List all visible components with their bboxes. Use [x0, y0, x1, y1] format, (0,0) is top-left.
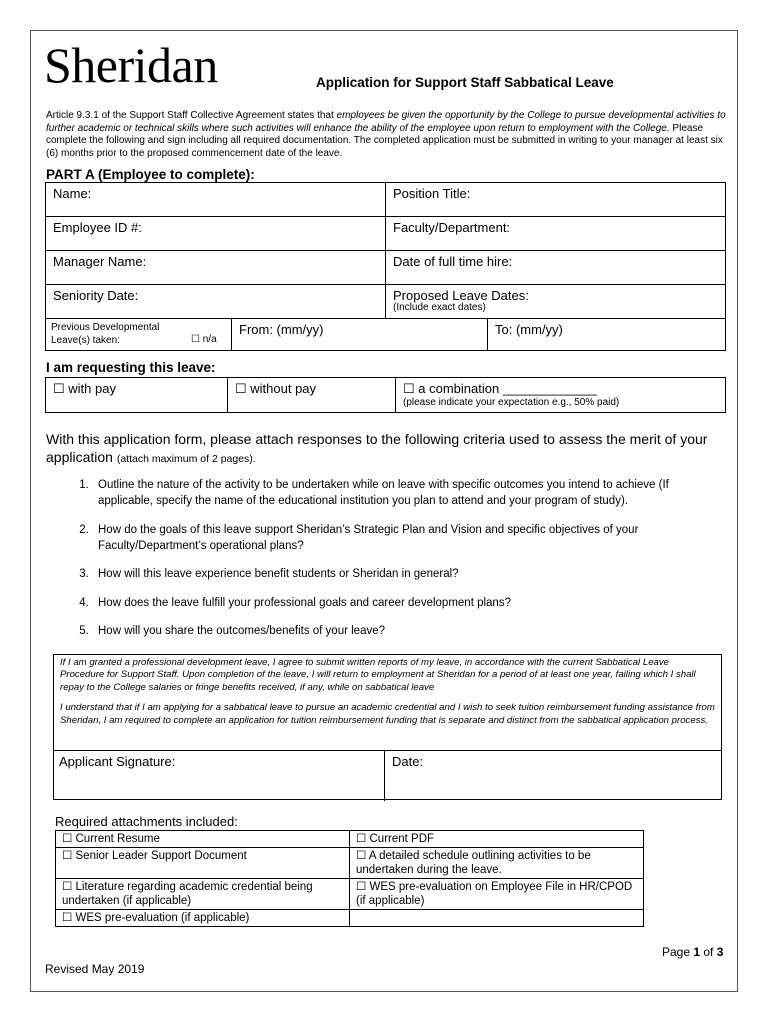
signature-date-field[interactable]: Date: — [392, 754, 424, 769]
employee-id-field[interactable]: Employee ID #: — [46, 217, 386, 251]
attachment-checkbox-literature[interactable]: ☐ Literature regarding academic credential being undertaken (if applicable) — [56, 879, 350, 910]
manager-name-field[interactable]: Manager Name: — [46, 251, 386, 285]
part-a-heading: PART A (Employee to complete): — [46, 167, 255, 182]
attachment-checkbox-schedule[interactable]: ☐ A detailed schedule outlining activities to be undertaken during the leave. — [350, 848, 644, 879]
criteria-item: 5. How will you share the outcomes/benefits of your leave? — [92, 623, 726, 639]
attachments-table — [55, 830, 644, 927]
declaration-paragraph: I understand that if I am applying for a sabbatical leave to pursue an academic credential and I wish to seek tuition reimbursement funding assistance from Sheridan, I am required to complete an application for tuition reimbursement funding that is separate and distinct from the sabbatical application process. — [60, 702, 715, 726]
faculty-department-field[interactable]: Faculty/Department: — [386, 217, 726, 251]
signature-row — [53, 750, 722, 800]
page-title: Application for Support Staff Sabbatical Leave — [316, 75, 614, 90]
sheridan-logo: Sheridan — [44, 37, 218, 93]
attachment-checkbox-senior-leader[interactable]: ☐ Senior Leader Support Document — [56, 848, 350, 879]
criteria-item: 3. How will this leave experience benefit students or Sheridan in general? — [92, 566, 726, 582]
attachment-checkbox-pdf[interactable]: ☐ Current PDF — [350, 831, 644, 848]
revision-date: Revised May 2019 — [45, 962, 145, 976]
leave-type-table — [45, 377, 726, 413]
declaration-paragraph: If I am granted a professional development leave, I agree to submit written reports of my leave, in accordance with the current Sabbatical Leave Procedure for Support Staff. Upon completion of the leave, I will return to employment at Sheridan for a period of at least one year, failing which I shall repay to the College salaries or fringe benefits received, if any, while on sabbatical leave — [60, 657, 696, 693]
attachment-checkbox-resume[interactable]: ☐ Current Resume — [56, 831, 350, 848]
previous-leave-table — [45, 318, 726, 351]
from-date-field[interactable]: From: (mm/yy) — [232, 319, 488, 351]
criteria-item: 2. How do the goals of this leave support Sheridan’s Strategic Plan and Vision and specific objectives of your Faculty/Department’s operational plans? — [92, 522, 726, 554]
seniority-date-field[interactable]: Seniority Date: — [46, 285, 386, 319]
criteria-item: 1. Outline the nature of the activity to be undertaken while on leave with specific outcomes you intend to achieve (If applicable, specify the name of the educational institution you plan to attend and your program of study). — [92, 477, 726, 509]
hire-date-field[interactable]: Date of full time hire: — [386, 251, 726, 285]
proposed-leave-dates-field[interactable]: Proposed Leave Dates: (Include exact dates) — [386, 285, 726, 319]
intro-paragraph: Article 9.3.1 of the Support Staff Collective Agreement states that employees be given the opportunity by the College to pursue developmental activities to further academic or technical skills where such activities will enhance the ability of the employee upon return to employment with the College. Please complete the following and sign including all required documentation. The completed application must be submitted in writing to your manager at least six (6) months prior to the proposed commencement date of the leave. — [46, 110, 726, 159]
name-field[interactable]: Name: — [46, 183, 386, 217]
without-pay-option[interactable]: ☐ without pay — [228, 378, 396, 413]
requesting-heading: I am requesting this leave: — [46, 360, 216, 375]
employee-info-table — [45, 182, 726, 319]
criteria-intro: With this application form, please attach responses to the following criteria used to assess the merit of your application (attach maximum of 2 pages). — [46, 431, 708, 465]
attachment-empty-cell — [350, 910, 644, 927]
criteria-list — [46, 477, 726, 652]
attachment-checkbox-wes[interactable]: ☐ WES pre-evaluation (if applicable) — [56, 910, 350, 927]
attachments-heading: Required attachments included: — [55, 814, 238, 829]
applicant-signature-field[interactable]: Applicant Signature: — [59, 754, 176, 769]
previous-leave-cell: Previous Developmental Leave(s) taken: ☐ n/a — [46, 319, 232, 351]
na-checkbox[interactable]: ☐ n/a — [191, 334, 217, 345]
attachment-checkbox-wes-file[interactable]: ☐ WES pre-evaluation on Employee File in HR/CPOD (if applicable) — [350, 879, 644, 910]
page-number: Page 1 of 3 — [662, 945, 724, 959]
criteria-item: 4. How does the leave fulfill your professional goals and career development plans? — [92, 595, 726, 611]
to-date-field[interactable]: To: (mm/yy) — [488, 319, 726, 351]
position-title-field[interactable]: Position Title: — [386, 183, 726, 217]
with-pay-option[interactable]: ☐ with pay — [46, 378, 228, 413]
divider — [384, 751, 385, 801]
combination-option[interactable]: ☐ a combination _____________ (please indicate your expectation e.g., 50% paid) — [396, 378, 726, 413]
